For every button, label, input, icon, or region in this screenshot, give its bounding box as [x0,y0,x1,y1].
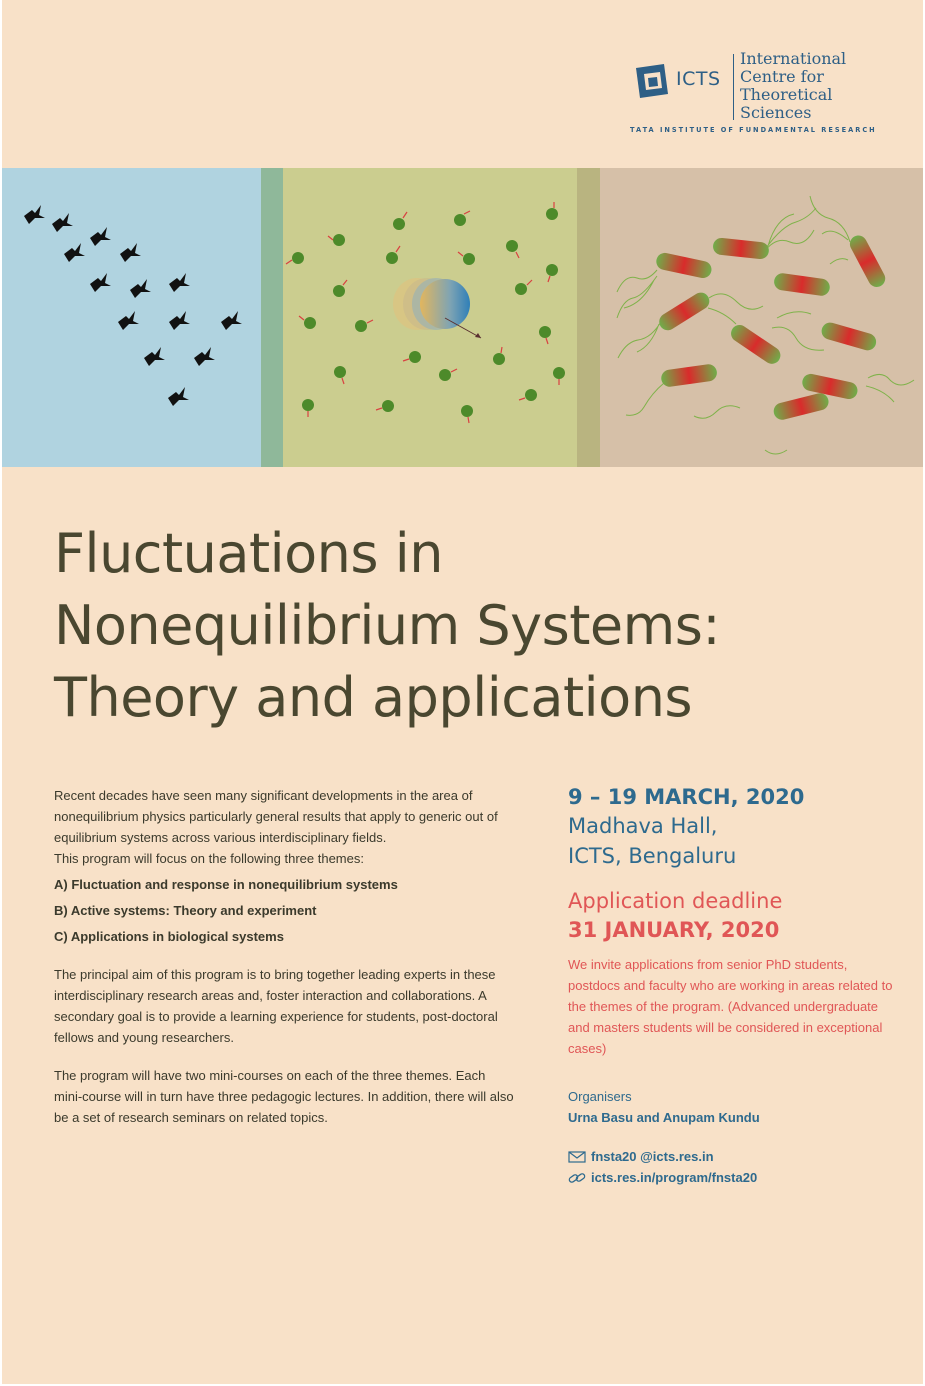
logo-name-line: Centre for [740,67,824,86]
logo-divider [733,54,734,120]
banner-illustration [2,168,923,467]
organisers-label: Organisers [568,1089,632,1104]
icts-logo[interactable] [630,49,877,140]
event-venue-line2: ICTS, Bengaluru [568,844,737,868]
invite-text: We invite applications from senior PhD students, postdocs and faculty who are working in areas related to the themes of the program. (Advanced undergraduate and masters students will be considered in exceptional cases) [568,957,893,1056]
email-text: fnsta20 @icts.res.in [591,1149,714,1164]
description-aim: The principal aim of this program is to bring together leading experts in these interdisciplinary research areas and, foster interaction and collaborations. A secondary goal is to provide a learning experience for students, post-doctoral fellows and young researchers. [54,967,498,1045]
event-dates: 9 – 19 MARCH, 2020 [568,785,805,809]
title-line: Theory and applications [54,666,693,729]
icts-logo-mark-icon [630,60,672,102]
logo-name-line: Theoretical [740,85,833,104]
logo-name [740,50,880,122]
theme-item: A) Fluctuation and response in nonequilibrium systems [54,877,398,892]
envelope-icon [568,1150,586,1164]
description-focus: This program will focus on the following three themes: [54,851,364,866]
description-courses: The program will have two mini-courses on each of the three themes. Each mini-course will in turn have three pedagogic lectures. In addition, there will also be a set of research seminars on related topics. [54,1068,514,1125]
program-description [54,785,514,1128]
logo-name-line: Sciences [740,103,812,122]
link-icon [568,1171,586,1185]
organisers-names: Urna Basu and Anupam Kundu [568,1110,760,1125]
page-title [54,518,874,734]
url-text: icts.res.in/program/fnsta20 [591,1170,758,1185]
title-line: Nonequilibrium Systems: [54,594,721,657]
description-intro: Recent decades have seen many significant developments in the area of nonequilibrium physics particularly general results that apply to generic out of equilibrium systems across various interdisciplinary fields. [54,788,498,845]
theme-item: B) Active systems: Theory and experiment [54,903,317,918]
contact-block [568,1146,898,1188]
event-details [568,783,898,1188]
deadline-label: Application deadline [568,889,783,913]
theme-item: C) Applications in biological systems [54,929,284,944]
logo-abbr: ICTS [676,68,721,90]
logo-name-line: International [740,49,847,68]
website-link[interactable] [568,1167,898,1188]
banner-svg [2,168,923,467]
logo-parent-institute: TATA INSTITUTE OF FUNDAMENTAL RESEARCH [630,126,877,134]
deadline-date: 31 JANUARY, 2020 [568,918,780,942]
email-link[interactable] [568,1146,898,1167]
title-line: Fluctuations in [54,522,443,585]
poster [2,0,923,1384]
event-venue-line1: Madhava Hall, [568,814,718,838]
